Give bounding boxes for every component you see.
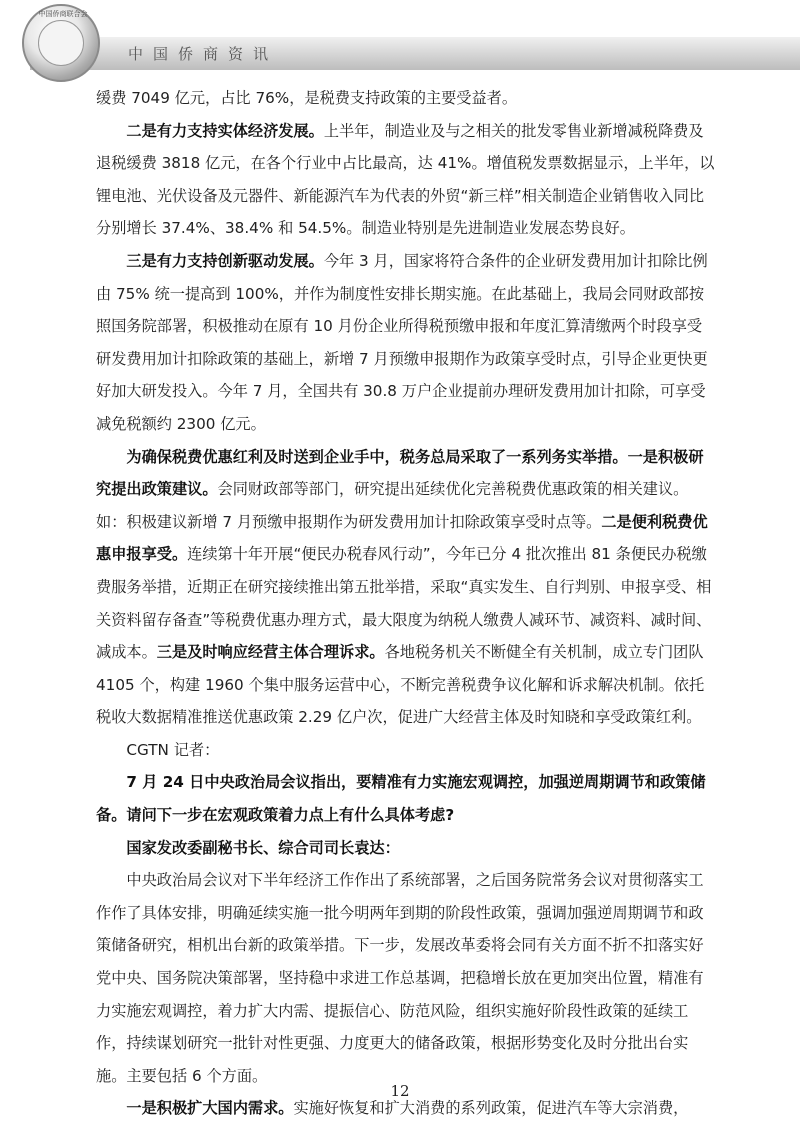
text-segment: 各地税务机关不断健全有关机制，成立专门团队 4105 个，构建 1960 个集中服务运营中心，不断完善税费争议化解和诉求解决机制。依托税收大数据精准推送优惠政策 2.29 亿户次，促进广大经营主体及时知晓和享受政策红利。 <box>96 643 705 727</box>
text-segment: 连续第十年开展“便民办税春风行动”，今年已分 4 批次推出 81 条便民办税缴费服务举措，近期正在研究接续推出第五批举措，采取“真实发生、自行判别、申报享受、相关资料留存备查”等税费优惠办理方式，最大限度为纳税人缴费人减环节、减资料、减时间、减成本。 <box>96 545 712 662</box>
bold-text-segment: 一是积极扩大国内需求。 <box>126 1099 294 1118</box>
bold-text-segment: 为确保税费优惠红利及时送到企业手中，税务总局采取了一系列务实举措。一是积极研究提出政策建议。 <box>96 447 704 499</box>
header-title: 中国侨商资讯 <box>128 45 279 63</box>
article-body <box>96 82 716 1125</box>
paragraph <box>96 441 716 734</box>
bold-text-segment: 国家发改委副秘书长、综合司司长袁达： <box>126 838 400 857</box>
bold-text-segment: 三是有力支持创新驱动发展。 <box>126 251 324 270</box>
bold-text-segment: 二是有力支持实体经济发展。 <box>126 121 324 140</box>
paragraph <box>96 734 716 767</box>
paragraph <box>96 864 716 1092</box>
paragraph <box>96 766 716 831</box>
paragraph <box>96 832 716 865</box>
text-segment: 今年 3 月，国家将符合条件的企业研发费用加计扣除比例由 75% 统一提高到 100%，并作为制度性安排长期实施。在此基础上，我局会同财政部按照国务院部署，积极推动在原有 10 月份企业所得税预缴申报和年度汇算清缴两个时段享受研发费用加计扣除政策的基础上，新增 7 月预缴申报期作为政策享受时点，引导企业更快更好加大研发投入。今年 7 月，全国共有 30.8 万户企业提前办理研发费用加计扣除，可享受减免税额约 2300 亿元。 <box>96 251 708 433</box>
bold-text-segment: 7 月 24 日中央政治局会议指出，要精准有力实施宏观调控，加强逆周期调节和政策储备。请问下一步在宏观政策着力点上有什么具体考虑? <box>96 773 706 825</box>
text-segment: 实施好恢复和扩大消费的系列政策，促进汽车等大宗消费， <box>293 1099 689 1118</box>
text-segment: CGTN 记者： <box>126 740 220 759</box>
text-segment: 缓费 7049 亿元，占比 76%，是税费支持政策的主要受益者。 <box>96 89 518 107</box>
bold-text-segment: 三是及时响应经营主体合理诉求。 <box>156 643 385 662</box>
logo-text: 中国侨商联合会 <box>38 10 88 18</box>
text-segment: 会同财政部等部门，研究提出延续优化完善税费优惠政策的相关建议。如：积极建议新增 7 月预缴申报期作为研发费用加计扣除政策享受时点等。 <box>96 480 689 531</box>
logo-emblem-icon <box>38 20 84 66</box>
text-segment: 上半年，制造业及与之相关的批发零售业新增减税降费及退税缓费 3818 亿元，在各个行业中占比最高，达 41%。增值税发票数据显示，上半年，以锂电池、光伏设备及元器件、新能源汽车为代表的外贸“新三样”相关制造企业销售收入同比分别增长 37.4%、38.4% 和 54.5%。制造业特别是先进制造业发展态势良好。 <box>96 121 715 238</box>
bold-text-segment: 二是便利税费优惠申报享受。 <box>96 512 708 564</box>
logo <box>22 4 100 82</box>
paragraph <box>96 245 716 441</box>
paragraph <box>96 82 716 115</box>
page-number: 12 <box>390 1082 410 1100</box>
text-segment: 中央政治局会议对下半年经济工作作出了系统部署，之后国务院常务会议对贯彻落实工作作了具体安排，明确延续实施一批今明两年到期的阶段性政策，强调加强逆周期调节和政策储备研究，相机出台新的政策举措。下一步，发展改革委将会同有关方面不折不扣落实好党中央、国务院决策部署，坚持稳中求进工作总基调，把稳增长放在更加突出位置，精准有力实施宏观调控，着力扩大内需、提振信心、防范风险，组织实施好阶段性政策的延续工作，持续谋划研究一批针对性更强、力度更大的储备政策，根据形势变化及时分批出台实施。主要包括 6 个方面。 <box>96 871 704 1085</box>
paragraph <box>96 115 716 245</box>
